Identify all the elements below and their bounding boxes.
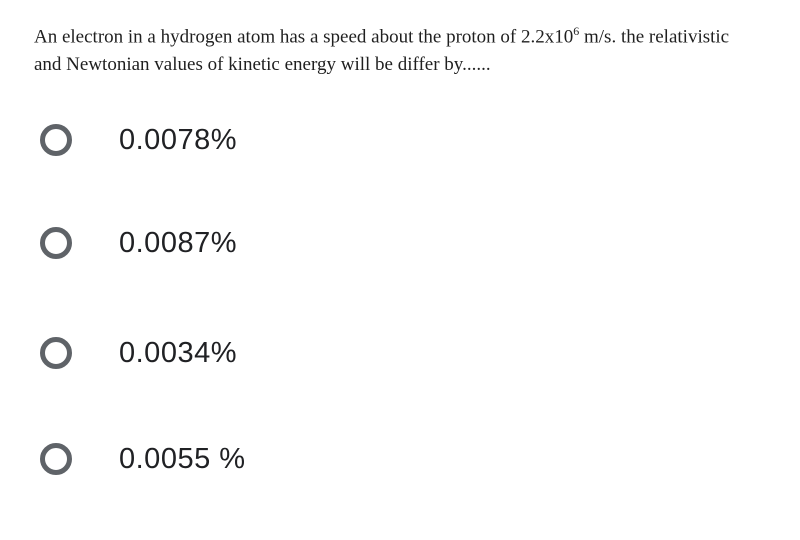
radio-button-icon[interactable]: [40, 124, 72, 156]
radio-button-icon[interactable]: [40, 337, 72, 369]
question-line-2: and Newtonian values of kinetic energy will be differ by......: [34, 54, 491, 76]
question-line-1: [34, 17, 774, 51]
option-4-label: 0.0055 %: [119, 442, 246, 475]
option-3-label: 0.0034%: [119, 336, 237, 369]
option-4[interactable]: [40, 434, 246, 484]
option-1[interactable]: [40, 115, 237, 165]
radio-button-icon[interactable]: [40, 227, 72, 259]
question-text: [34, 17, 774, 79]
option-2[interactable]: [40, 218, 237, 268]
option-3[interactable]: [40, 328, 237, 378]
question-line-1-start: An electron in a hydrogen atom has a speed about the proton of 2.2x10: [34, 26, 574, 48]
question-line-1-end: m/s. the relativistic: [579, 26, 730, 48]
option-2-label: 0.0087%: [119, 226, 237, 259]
question-exponent: 6: [573, 24, 580, 38]
radio-button-icon[interactable]: [40, 443, 72, 475]
option-1-label: 0.0078%: [119, 123, 237, 156]
